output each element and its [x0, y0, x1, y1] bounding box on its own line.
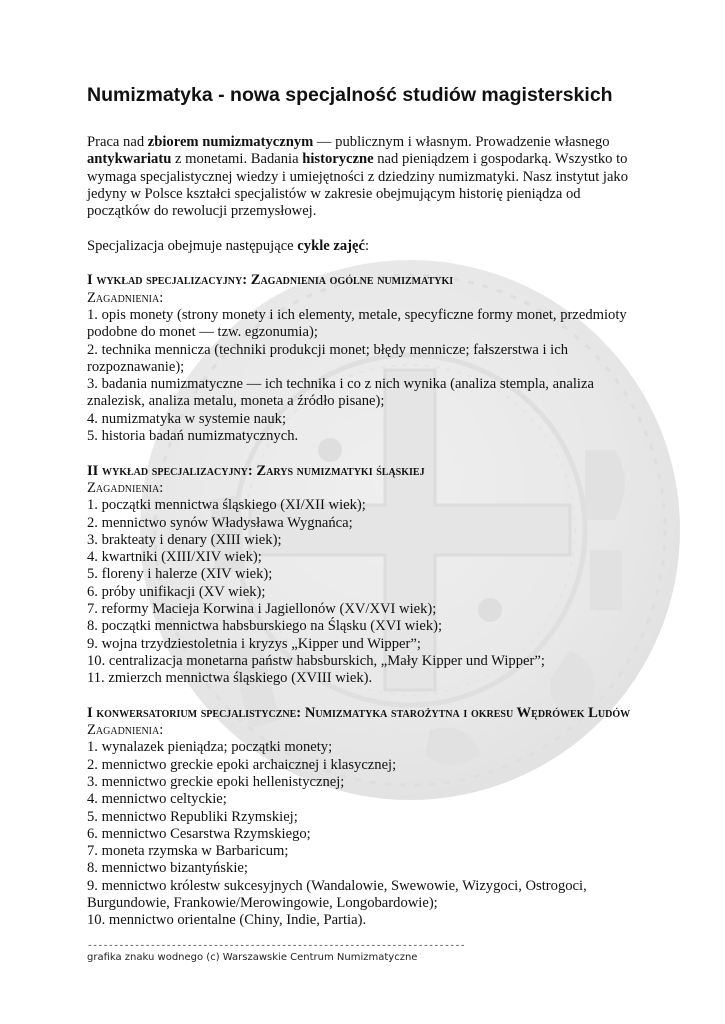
list-item: 4. mennictwo celtyckie; [87, 791, 227, 808]
list-item: 4. numizmatyka w systemie nauk; [87, 410, 287, 427]
list-item: 10. centralizacja monetarna państw habsburskich, „Mały Kipper und Wipper”; [87, 652, 545, 669]
section-1-label: Zagadnienia: [87, 289, 164, 306]
section-3-label: Zagadnienia: [87, 722, 164, 739]
document-body [87, 134, 647, 930]
specialization-paragraph: Specjalizacja obejmuje następujące cykle zajęć: [87, 237, 370, 254]
footer-credit: grafika znaku wodnego (c) Warszawskie Centrum Numizmatyczne [87, 952, 418, 963]
list-item: 3. brakteaty i denary (XIII wiek); [87, 531, 282, 548]
section-2-heading: II wykład specjalizacyjny: Zarys numizmatyki śląskiej [87, 462, 425, 479]
footer-separator: ------------------------------------------------------------------------ [87, 940, 466, 951]
list-item: 10. mennictwo orientalne (Chiny, Indie, Partia). [87, 912, 367, 929]
list-item: 5. floreny i halerze (XIV wiek); [87, 566, 273, 583]
list-item: 8. początki mennictwa habsburskiego na Śląsku (XVI wiek); [87, 618, 443, 635]
list-item: 5. historia badań numizmatycznych. [87, 428, 299, 445]
list-item: 5. mennictwo Republiki Rzymskiej; [87, 808, 298, 825]
list-item: 2. technika mennicza (techniki produkcji monet; błędy mennicze; fałszerstwa i ich rozpoznawanie); [87, 341, 569, 375]
section-1-heading: I wykład specjalizacyjny: Zagadnienia ogólne numizmatyki [87, 272, 454, 289]
list-item: 1. opis monety (strony monety i ich elementy, metale, specyficzne formy monet, przedmioty podobne do monet — tzw. egzonumia); [87, 306, 627, 341]
document-title: Numizmatyka - nowa specjalność studiów magisterskich [87, 84, 613, 106]
list-item: 7. reformy Macieja Korwina i Jagiellonów (XV/XVI wiek); [87, 601, 437, 618]
section-3-heading: I konwersatorium specjalistyczne: Numizmatyka starożytna i okresu Wędrówek Ludów [87, 704, 631, 721]
list-item: 9. wojna trzydziestoletnia i kryzys „Kipper und Wipper”; [87, 635, 421, 652]
list-item: 6. mennictwo Cesarstwa Rzymskiego; [87, 825, 311, 842]
list-item: 3. mennictwo greckie epoki hellenistycznej; [87, 773, 345, 790]
list-item: 4. kwartniki (XIII/XIV wiek); [87, 549, 262, 566]
list-item: 11. zmierzch mennictwa śląskiego (XVIII wiek). [87, 670, 373, 687]
list-item: 1. początki mennictwa śląskiego (XI/XII wiek); [87, 497, 366, 514]
list-item: 1. wynalazek pieniądza; początki monety; [87, 739, 333, 756]
list-item: 6. próby unifikacji (XV wiek); [87, 583, 266, 600]
list-item: 3. badania numizmatyczne — ich technika i co z nich wynika (analiza stempla, analiza znalezisk, analiza metalu, moneta a źródło pisane); [87, 376, 594, 410]
list-item: 7. moneta rzymska w Barbaricum; [87, 843, 289, 860]
list-item: 8. mennictwo bizantyńskie; [87, 860, 248, 877]
section-2-label: Zagadnienia: [87, 479, 164, 496]
list-item: 2. mennictwo synów Władysława Wygnańca; [87, 514, 353, 531]
list-item: 2. mennictwo greckie epoki archaicznej i klasycznej; [87, 756, 397, 773]
intro-paragraph: Praca nad zbiorem numizmatycznym — publicznym i własnym. Prowadzenie własnego antykwariatu z monetami. Badania historyczne nad pieniądzem i gospodarką. Wszystko to wymaga specjalistycznej wiedzy i umiejętności z dziedziny numizmatyki. Nasz instytut jako jedyny w Polsce kształci specjalistów w zakresie obejmującym historię pieniądza od początków do rewolucji przemysłowej. [87, 134, 629, 220]
list-item: 9. mennictwo królestw sukcesyjnych (Wandalowie, Swewowie, Wizygoci, Ostrogoci, Burgundowie, Frankowie/Merowingowie, Longobardowie); [87, 877, 587, 912]
